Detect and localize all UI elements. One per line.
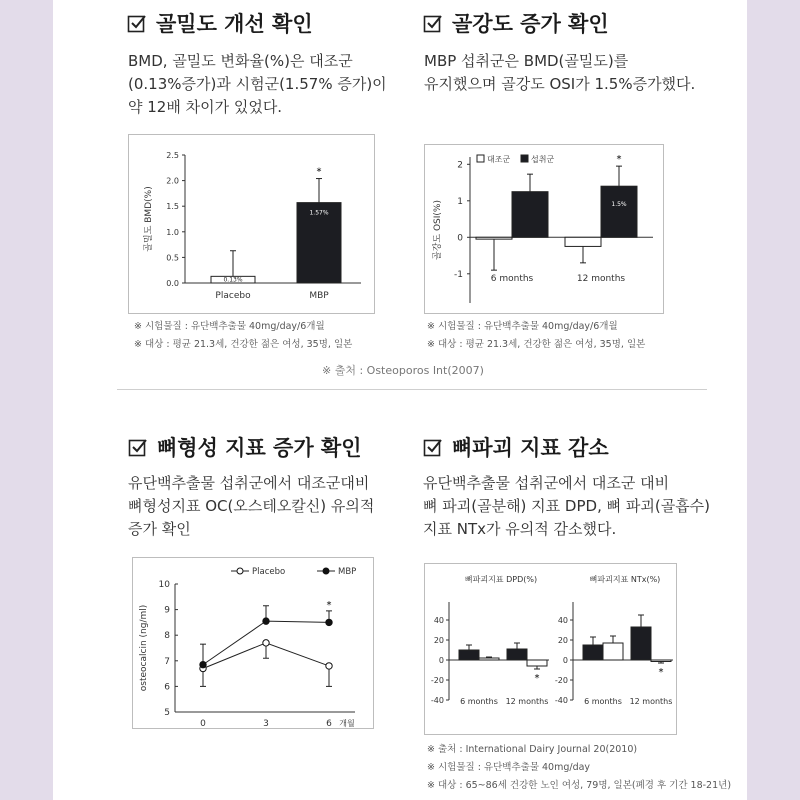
checkbox-icon bbox=[127, 13, 147, 33]
x-tick-label: 6 months bbox=[490, 274, 534, 285]
section-body-osi: MBP 섭취군은 BMD(골밀도)를 유지했으며 골강도 OSI가 1.5%증가했다. bbox=[424, 52, 696, 93]
y-tick-label: 1 bbox=[457, 196, 463, 207]
chart-frame-osi bbox=[424, 144, 664, 314]
bar-대조군 bbox=[565, 237, 601, 246]
y-tick-label: 40 bbox=[433, 616, 444, 625]
legend-label: 대조군 bbox=[487, 155, 511, 164]
y-tick-label: 0 bbox=[562, 656, 568, 665]
legend-marker bbox=[237, 568, 243, 574]
bar-placebo bbox=[603, 643, 623, 660]
note-line: ※ 출처 : International Dairy Journal 20(2010) bbox=[427, 744, 638, 755]
y-tick-label: 40 bbox=[557, 616, 568, 625]
significance-mark: * bbox=[534, 673, 540, 684]
legend-marker bbox=[323, 568, 329, 574]
note-line: ※ 대상 : 평균 21.3세, 건강한 젊은 여성, 35명, 일본 bbox=[134, 339, 353, 350]
bar-mbp bbox=[631, 627, 651, 660]
chart-frame-bmd bbox=[128, 134, 375, 314]
y-tick-label: 8 bbox=[164, 631, 170, 642]
note-line: ※ 시험물질 : 유단백추출물 40mg/day/6개월 bbox=[427, 321, 618, 332]
y-tick-label: -20 bbox=[554, 676, 568, 685]
x-tick-label: 12 months bbox=[629, 697, 673, 706]
y-tick-label: -1 bbox=[454, 269, 463, 280]
legend-swatch bbox=[521, 155, 528, 162]
significance-mark: * bbox=[616, 154, 622, 166]
x-tick-label: 6 months bbox=[460, 697, 498, 706]
y-tick-label: 0.0 bbox=[166, 279, 179, 288]
chart-frame-osteocalcin bbox=[132, 557, 374, 729]
legend-label: Placebo bbox=[252, 567, 286, 577]
bmd-bar-chart bbox=[129, 135, 376, 315]
y-axis-label: osteocalcin (ng/ml) bbox=[139, 604, 149, 692]
chart-frame-dpd-ntx bbox=[424, 563, 677, 735]
x-tick-label: 6 bbox=[326, 719, 332, 729]
osi-bar-chart bbox=[425, 145, 665, 315]
section-body-bmd: BMD, 골밀도 변화율(%)은 대조군 (0.13%증가)과 시험군(1.57% 증가)이 약 12배 차이가 있었다. bbox=[128, 52, 387, 116]
checkbox-icon bbox=[128, 437, 148, 457]
y-tick-label: 2.0 bbox=[166, 176, 179, 186]
y-tick-label: -20 bbox=[430, 676, 444, 685]
significance-mark: * bbox=[316, 166, 322, 178]
note-line: ※ 대상 : 65~86세 건강한 노인 여성, 79명, 일본(폐경 후 기간 18-21년) bbox=[427, 780, 732, 791]
source-citation: ※ 출처 : Osteoporos Int(2007) bbox=[322, 364, 484, 377]
legend-label: 섭취군 bbox=[531, 155, 555, 164]
note-line: ※ 시험물질 : 유단백추출물 40mg/day/6개월 bbox=[134, 321, 325, 332]
y-tick-label: -40 bbox=[554, 696, 568, 705]
y-tick-label: 2.5 bbox=[166, 151, 179, 160]
osteocalcin-line-chart bbox=[133, 558, 375, 730]
checkbox-icon bbox=[423, 13, 443, 33]
section-title-text: 뼈파괴 지표 감소 bbox=[452, 436, 609, 460]
y-tick-label: 7 bbox=[164, 656, 170, 667]
section-body-oc: 유단백추출물 섭취군에서 대조군대비 뼈형성지표 OC(오스테오칼신) 유의적 증가 확인 bbox=[128, 474, 375, 538]
data-label: 0.13% bbox=[223, 276, 243, 284]
x-tick-label: 6 months bbox=[584, 697, 622, 706]
bar-섭취군 bbox=[512, 192, 548, 238]
legend-label: MBP bbox=[338, 567, 357, 577]
x-tick-label: MBP bbox=[309, 291, 329, 301]
note-line: ※ 대상 : 평균 21.3세, 건강한 젊은 여성, 35명, 일본 bbox=[427, 339, 646, 350]
section-divider bbox=[117, 389, 707, 390]
data-point-mbp bbox=[263, 618, 269, 624]
y-axis-label: 골강도 OSI(%) bbox=[433, 200, 443, 260]
section-title-bmd bbox=[127, 8, 313, 38]
y-tick-label: 1.5 bbox=[166, 202, 179, 212]
section-body-bone-resorption: 유단백추출물 섭취군에서 대조군 대비 뼈 파괴(골분해) 지표 DPD, 뼈 파괴(골흡수) 지표 NTx가 유의적 감소했다. bbox=[423, 474, 711, 538]
section-title-osi bbox=[423, 8, 609, 38]
data-point-placebo bbox=[326, 663, 332, 669]
section-title-oc bbox=[128, 432, 362, 462]
data-label: 1.57% bbox=[309, 209, 329, 217]
note-line: ※ 시험물질 : 유단백추출물 40mg/day bbox=[427, 762, 591, 773]
y-axis-label: 골밀도 BMD(%) bbox=[144, 186, 154, 252]
y-tick-label: 0.5 bbox=[166, 253, 179, 263]
y-tick-label: 0 bbox=[438, 656, 444, 665]
section-title-bone-resorption bbox=[423, 432, 609, 462]
x-tick-label: 12 months bbox=[576, 274, 626, 285]
x-axis-label: 개월 bbox=[339, 719, 355, 728]
y-tick-label: 9 bbox=[164, 605, 170, 616]
checkbox-icon bbox=[423, 437, 443, 457]
y-tick-label: 0 bbox=[457, 233, 463, 244]
panel-title: 뼈파괴지표 DPD(%) bbox=[464, 575, 538, 584]
y-tick-label: -40 bbox=[430, 696, 444, 705]
bar-placebo bbox=[479, 658, 499, 660]
significance-mark: * bbox=[658, 667, 664, 678]
data-point-mbp bbox=[326, 619, 332, 625]
data-point-placebo bbox=[263, 640, 269, 646]
section-title-text: 뼈형성 지표 증가 확인 bbox=[157, 436, 362, 460]
y-tick-label: 20 bbox=[557, 636, 568, 645]
x-tick-label: 0 bbox=[200, 719, 206, 729]
bar-mbp bbox=[583, 645, 603, 660]
bar-mbp bbox=[507, 649, 527, 660]
y-tick-label: 2 bbox=[457, 160, 463, 171]
section-title-text: 골강도 증가 확인 bbox=[452, 12, 609, 36]
data-point-mbp bbox=[200, 661, 206, 667]
y-tick-label: 6 bbox=[164, 682, 170, 693]
y-tick-label: 5 bbox=[164, 708, 170, 718]
bar-mbp bbox=[459, 650, 479, 660]
y-tick-label: 1.0 bbox=[166, 227, 179, 237]
section-title-text: 골밀도 개선 확인 bbox=[156, 12, 313, 36]
y-tick-label: 20 bbox=[433, 636, 444, 645]
legend-swatch bbox=[477, 155, 484, 162]
x-tick-label: Placebo bbox=[215, 291, 251, 301]
x-tick-label: 12 months bbox=[505, 697, 549, 706]
bar-섭취군 bbox=[601, 186, 637, 237]
y-tick-label: 10 bbox=[158, 580, 170, 590]
data-label: 1.5% bbox=[611, 201, 627, 209]
panel-title: 뼈파괴지표 NTx(%) bbox=[589, 575, 661, 584]
bar-placebo bbox=[527, 660, 547, 666]
dpd-ntx-bar-charts bbox=[425, 564, 678, 736]
significance-mark: * bbox=[326, 599, 332, 611]
x-tick-label: 3 bbox=[263, 719, 269, 729]
bar-대조군 bbox=[476, 237, 512, 239]
